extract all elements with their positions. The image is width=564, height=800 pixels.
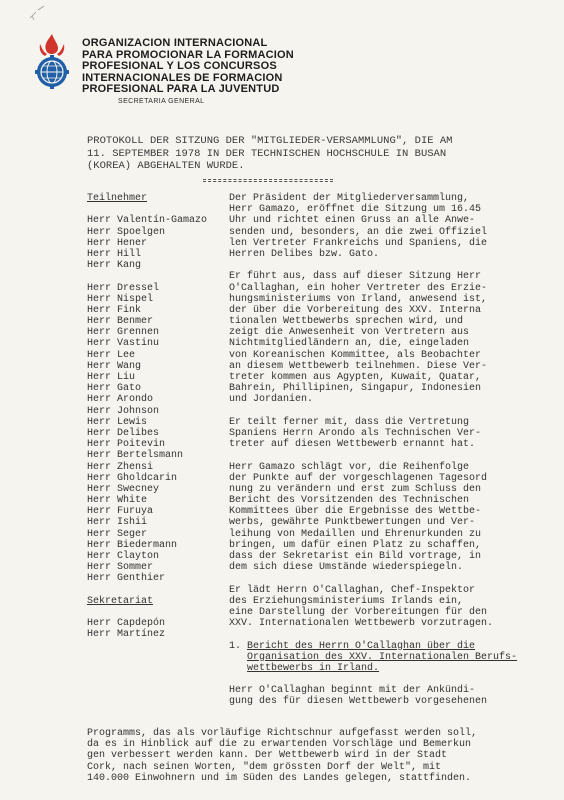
paragraph-line: hungsministeriums von Irland, anwesend ist, [229, 293, 488, 305]
participant-name: Herr Sommer [87, 562, 154, 574]
spacer [229, 573, 559, 584]
participant-name: Herr Fink [87, 304, 142, 316]
paragraph-line: treter kommen aus Agypten, Kuwait, Quatar, [229, 372, 482, 383]
org-line: INTERNACIONALES DE FORMACION [82, 71, 283, 84]
spacer [229, 406, 559, 417]
agenda-item-heading: wettbewerbs in Irland. [247, 662, 380, 674]
paragraph-line: senden und, besonders, an die zwei Offiziel [229, 226, 488, 238]
participant-name: Herr Gato [87, 383, 142, 395]
secretariat-name: Herr Martínez [87, 629, 166, 641]
agenda-item-heading: Organisation des XXV. Internationalen Berufs- [247, 651, 518, 663]
corner-scribble-mark [28, 4, 50, 22]
agenda-item-heading: Bericht des Herrn O'Callaghan über die [247, 640, 476, 652]
paragraph-line: nung zu verändern und erst zum Schluss den [229, 483, 482, 495]
org-line: PROFESIONAL PARA LA JUVENTUD [82, 83, 280, 95]
title-line: (KOREA) ABGEHALTEN WURDE. [87, 160, 245, 172]
paragraph-line: bringen, um dafür einen Platz zu schaffen, [229, 539, 482, 551]
agenda-item-number: 1. [229, 640, 248, 652]
title-divider [203, 179, 333, 182]
paragraph-line: werbs, gewährte Punktbewertungen und Ver- [229, 517, 476, 529]
participant-name: Herr Spoelgen [87, 226, 166, 238]
spacer [87, 271, 237, 282]
organization-logo-icon [34, 32, 70, 90]
paragraph-line: Programms, das als vorläufige Richtschnur aufgefasst werden soll, [87, 728, 478, 739]
paragraph-line: gung des für diesen Wettbewerb vorgesehenen [229, 696, 488, 708]
spacer [229, 260, 559, 271]
participant-name: Herr White [87, 495, 148, 507]
spacer [87, 607, 237, 618]
paragraph-line: an diesem Wettbewerb teilnehmen. Diese Ver- [229, 360, 488, 372]
participant-name: Herr Nispel [87, 293, 154, 305]
paragraph-line: der über die Vorbereitung des XXV. Interna [229, 304, 482, 316]
participant-name: Herr Valentín-Gamazo [87, 215, 208, 227]
title-line: PROTOKOLL DER SITZUNG DER "MITGLIEDER-VERSAMMLUNG", DIE AM [87, 135, 453, 147]
participants-column [87, 193, 237, 641]
paragraph-line: da es in Hinblick auf die zu erwartenden Vorschläge und Bemerkun [87, 739, 472, 751]
org-line: PROFESIONAL Y LOS CONCURSOS [82, 60, 277, 72]
agenda-item-line [229, 641, 559, 652]
participant-name: Herr Poitevin [87, 439, 166, 451]
paragraph-line: Nichtmitgliedländern an, die, eingeladen [229, 338, 470, 350]
minutes-text-column [229, 193, 559, 708]
participant-name: Herr Delibes [87, 427, 160, 439]
paragraph-line: treter auf diesen Wettbewerb ernannt hat. [229, 439, 476, 451]
participant-name: Herr Liu [87, 372, 136, 383]
organization-name-block [82, 38, 294, 96]
continued-paragraph [87, 728, 557, 784]
participant-name: Herr Kang [87, 260, 142, 272]
participant-name: Herr Furuya [87, 506, 154, 518]
paragraph-line: XXV. Internationalen Wettbewerb vorzutragen. [229, 618, 494, 630]
paragraph-line: O'Callaghan, ein hoher Vertreter des Erzie- [229, 282, 488, 294]
paragraph-line: Uhr und richtet einen Gruss an alle Anwe- [229, 215, 476, 227]
paragraph-line: Herr Gamazo schlägt vor, die Reihenfolge [229, 461, 470, 473]
paragraph-line: Bericht des Vorsitzenden des Technischen [229, 495, 470, 507]
participant-name: Herr Genthier [87, 573, 166, 585]
spacer [229, 674, 559, 685]
participant-name: Herr Biedermann [87, 539, 178, 551]
paragraph-line: Herr Gamazo, eröffnet die Sitzung um 16.45 [229, 204, 482, 216]
participant-name: Herr Lewis [87, 416, 148, 428]
department-label: SECRETARIA GENERAL [118, 98, 205, 105]
paragraph-line: der Punkte auf der vorgeschlagenen Tagesord [229, 472, 488, 484]
spacer [87, 585, 237, 596]
participant-name: Herr Wang [87, 360, 142, 372]
participant-name: Herr Hener [87, 237, 148, 249]
paragraph-line: gen verbessert werden kann. Der Wettbewerb wird in der Stadt [87, 750, 448, 762]
org-line: ORGANIZACION INTERNACIONAL [82, 37, 268, 49]
participant-name: Herr Grennen [87, 327, 160, 339]
paragraph-line: von Koreanischen Kommittee, als Beobachter [229, 349, 482, 361]
paragraph-line: Kommittees über die Ergebnisse des Wettbe- [229, 506, 482, 518]
paragraph-line: Er führt aus, dass auf dieser Sitzung Herr [229, 271, 482, 283]
participant-name: Herr Seger [87, 528, 148, 540]
participant-name: Herr Benmer [87, 316, 154, 328]
paragraph-line: eine Darstellung der Vorbereitungen für den [229, 606, 488, 618]
participant-name: Herr Swecney [87, 483, 160, 495]
paragraph-line: Er lädt Herrn O'Callaghan, Chef-Inspektor [229, 584, 476, 596]
participant-name: Herr Lee [87, 349, 136, 361]
paragraph-line: zeigt die Anwesenheit von Vertretern aus [229, 327, 470, 339]
paragraph-line: Spaniens Herrn Arondo als Technischen Ver- [229, 427, 482, 439]
paragraph-line: Er teilt ferner mit, dass die Vertretung [229, 416, 470, 428]
participant-name: Herr Gholdcarin [87, 472, 178, 484]
participant-name: Herr Dressel [87, 282, 160, 294]
org-line: PARA PROMOCIONAR LA FORMACION [82, 48, 294, 61]
paragraph-line: leihung von Medaillen und Ehrenurkunden zu [229, 528, 482, 540]
participant-name: Herr Hill [87, 248, 142, 260]
paragraph-line: tionalen Wettbewerbs sprechen wird, und [229, 316, 464, 328]
participant-name: Herr Johnson [87, 405, 160, 417]
participant-name: Herr Arondo [87, 394, 154, 406]
participants-heading: Teilnehmer [87, 193, 148, 204]
agenda-item-number [229, 652, 247, 663]
agenda-item-line [229, 663, 559, 674]
secretariat-heading: Sekretariat [87, 595, 154, 607]
secretariat-name: Herr Capdepón [87, 618, 166, 630]
paragraph-line: dem sich diese Umstände wiederspiegeln. [229, 562, 464, 574]
agenda-item-line [229, 652, 559, 663]
spacer [87, 204, 237, 215]
paragraph-line: 140.000 Einwohnern und im Süden des Landes gelegen, stattfinden. [87, 772, 472, 784]
paragraph-line: len Vertreter Frankreichs und Spaniens, die [229, 237, 488, 249]
participant-name: Herr Bertelsmann [87, 450, 184, 462]
document-title [87, 135, 547, 173]
agenda-item-number [229, 663, 247, 674]
paragraph-line: Herren Delibes bzw. Gato. [229, 248, 380, 260]
paragraph-line: Bahrein, Phillipinen, Singapur, Indonesien [229, 383, 482, 395]
participant-name: Herr Ishii [87, 517, 148, 529]
paragraph-line: Der Präsident der Mitgliederversammlung, [229, 193, 470, 204]
spacer [229, 450, 559, 461]
participant-name: Herr Zhensi [87, 461, 154, 473]
paragraph-line: dass der Sekretarist ein Bild vortrage, in [229, 551, 482, 562]
paragraph-line: Cork, nach seinen Worten, "dem grössten Dorf der Welt", mit [87, 761, 442, 773]
spacer [229, 629, 559, 640]
paragraph-line: des Erziehungsministeriums Irlands ein, [229, 595, 464, 607]
title-line: 11. SEPTEMBER 1978 IN DER TECHNISCHEN HOCHSCHULE IN BUSAN [87, 147, 447, 160]
participant-name: Herr Vastinu [87, 338, 160, 350]
paragraph-line: Herr O'Callaghan beginnt mit der Ankündi- [229, 685, 476, 697]
participant-name: Herr Clayton [87, 551, 160, 562]
paragraph-line: und Jordanien. [229, 394, 314, 406]
